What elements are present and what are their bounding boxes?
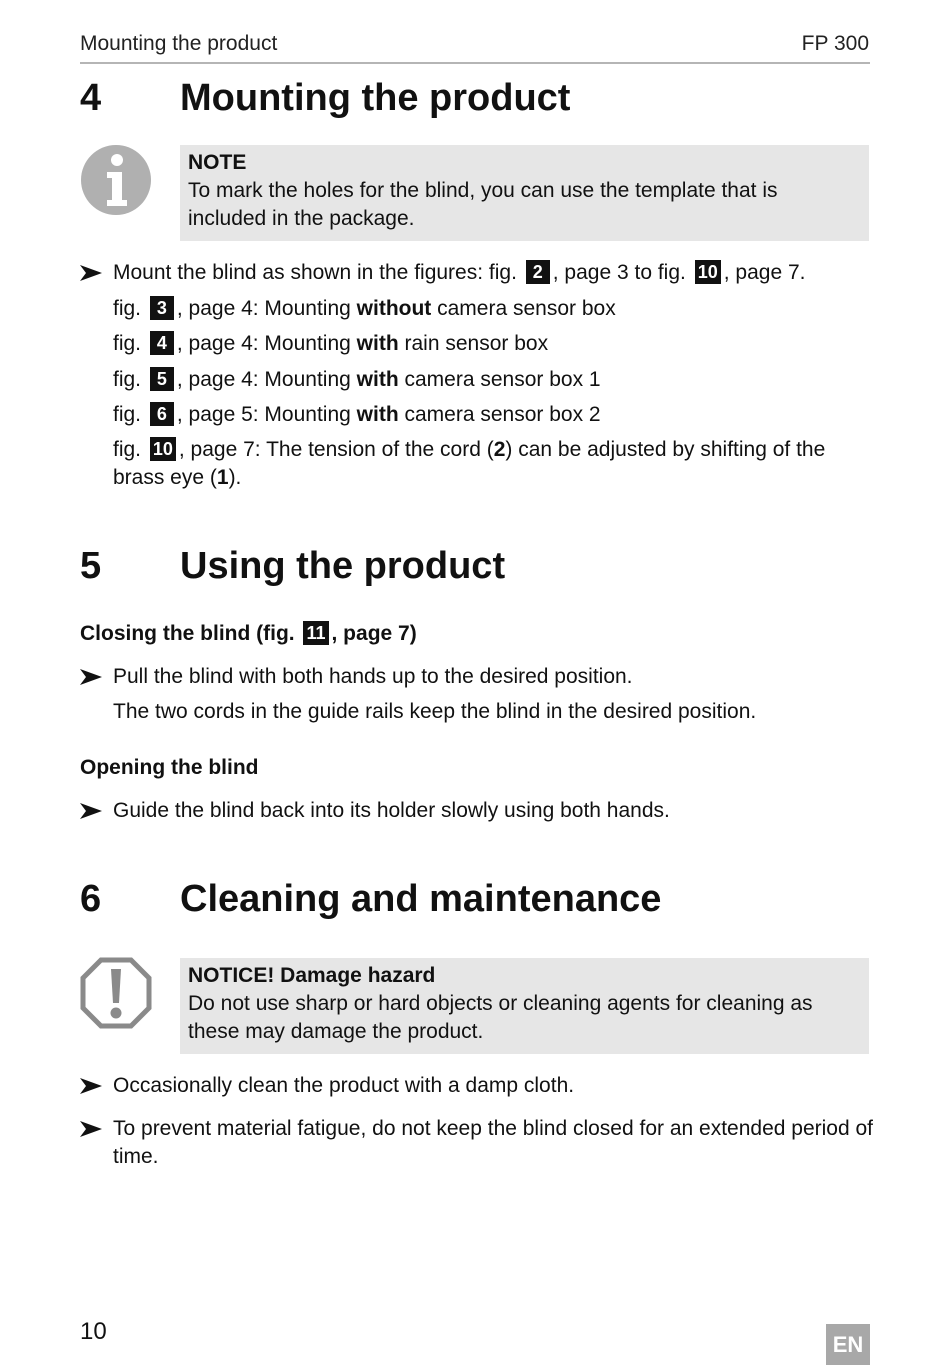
step-arrow-icon <box>80 259 110 281</box>
notice-box <box>180 958 869 1054</box>
note-title: NOTE <box>188 151 247 174</box>
figure-reference: fig. 3 , page 4: Mounting without camera sensor box <box>113 297 616 320</box>
step-arrow-icon <box>80 663 110 685</box>
section-4-title: Mounting the product <box>180 77 571 119</box>
language-badge: EN <box>826 1324 870 1365</box>
figure-reference: fig. 5 , page 4: Mounting with camera sensor box 1 <box>113 368 601 391</box>
step-arrow-icon <box>80 797 110 819</box>
figure-badge: 11 <box>303 621 328 645</box>
note-text: To mark the holes for the blind, you can use the template that is included in the package. <box>188 179 778 230</box>
step-arrow-icon <box>80 1072 110 1094</box>
notice-text: Do not use sharp or hard objects or cleaning agents for cleaning as these may damage the product. <box>188 992 813 1043</box>
figure-badge: 10 <box>150 437 176 461</box>
step-arrow-icon <box>80 1115 110 1137</box>
info-icon <box>80 144 152 221</box>
mount-step: Mount the blind as shown in the figures: fig. 2 , page 3 to fig. 10 , page 7. <box>113 261 806 284</box>
figure-reference: fig. 6 , page 5: Mounting with camera sensor box 2 <box>113 403 601 426</box>
section-5-title: Using the product <box>180 545 506 587</box>
running-header-title: Mounting the product <box>80 32 278 55</box>
cleaning-step-1: Occasionally clean the product with a damp cloth. <box>113 1074 575 1097</box>
closing-heading: Closing the blind (fig. 11 , page 7) <box>80 622 417 645</box>
figure-reference: fig. 4 , page 4: Mounting with rain sensor box <box>113 332 549 355</box>
section-6-number: 6 <box>80 878 102 920</box>
note-box <box>180 145 869 241</box>
opening-step: Guide the blind back into its holder slowly using both hands. <box>113 799 670 822</box>
opening-heading: Opening the blind <box>80 756 259 779</box>
figure-badge: 6 <box>150 402 174 426</box>
warning-octagon-icon <box>80 957 152 1034</box>
closing-result: The two cords in the guide rails keep the blind in the desired position. <box>113 700 757 723</box>
figure-badge: 10 <box>695 260 721 284</box>
cleaning-step-2: To prevent material fatigue, do not keep the blind closed for an extended period of time. <box>113 1117 873 1168</box>
figure-badge: 4 <box>150 331 174 355</box>
section-4-number: 4 <box>80 77 102 119</box>
figure-badge: 5 <box>150 367 174 391</box>
figure-badge: 3 <box>150 296 174 320</box>
figure-reference-tension: fig. 10 , page 7: The tension of the cord (2) can be adjusted by shifting of the brass eye (1). <box>113 438 826 489</box>
section-6-title: Cleaning and maintenance <box>180 878 662 920</box>
closing-step: Pull the blind with both hands up to the desired position. <box>113 665 633 688</box>
page-number: 10 <box>80 1318 107 1345</box>
section-5-number: 5 <box>80 545 102 587</box>
header-divider <box>80 62 870 64</box>
figure-badge: 2 <box>526 260 550 284</box>
running-header-model: FP 300 <box>801 32 869 55</box>
notice-title: NOTICE! Damage hazard <box>188 964 436 987</box>
